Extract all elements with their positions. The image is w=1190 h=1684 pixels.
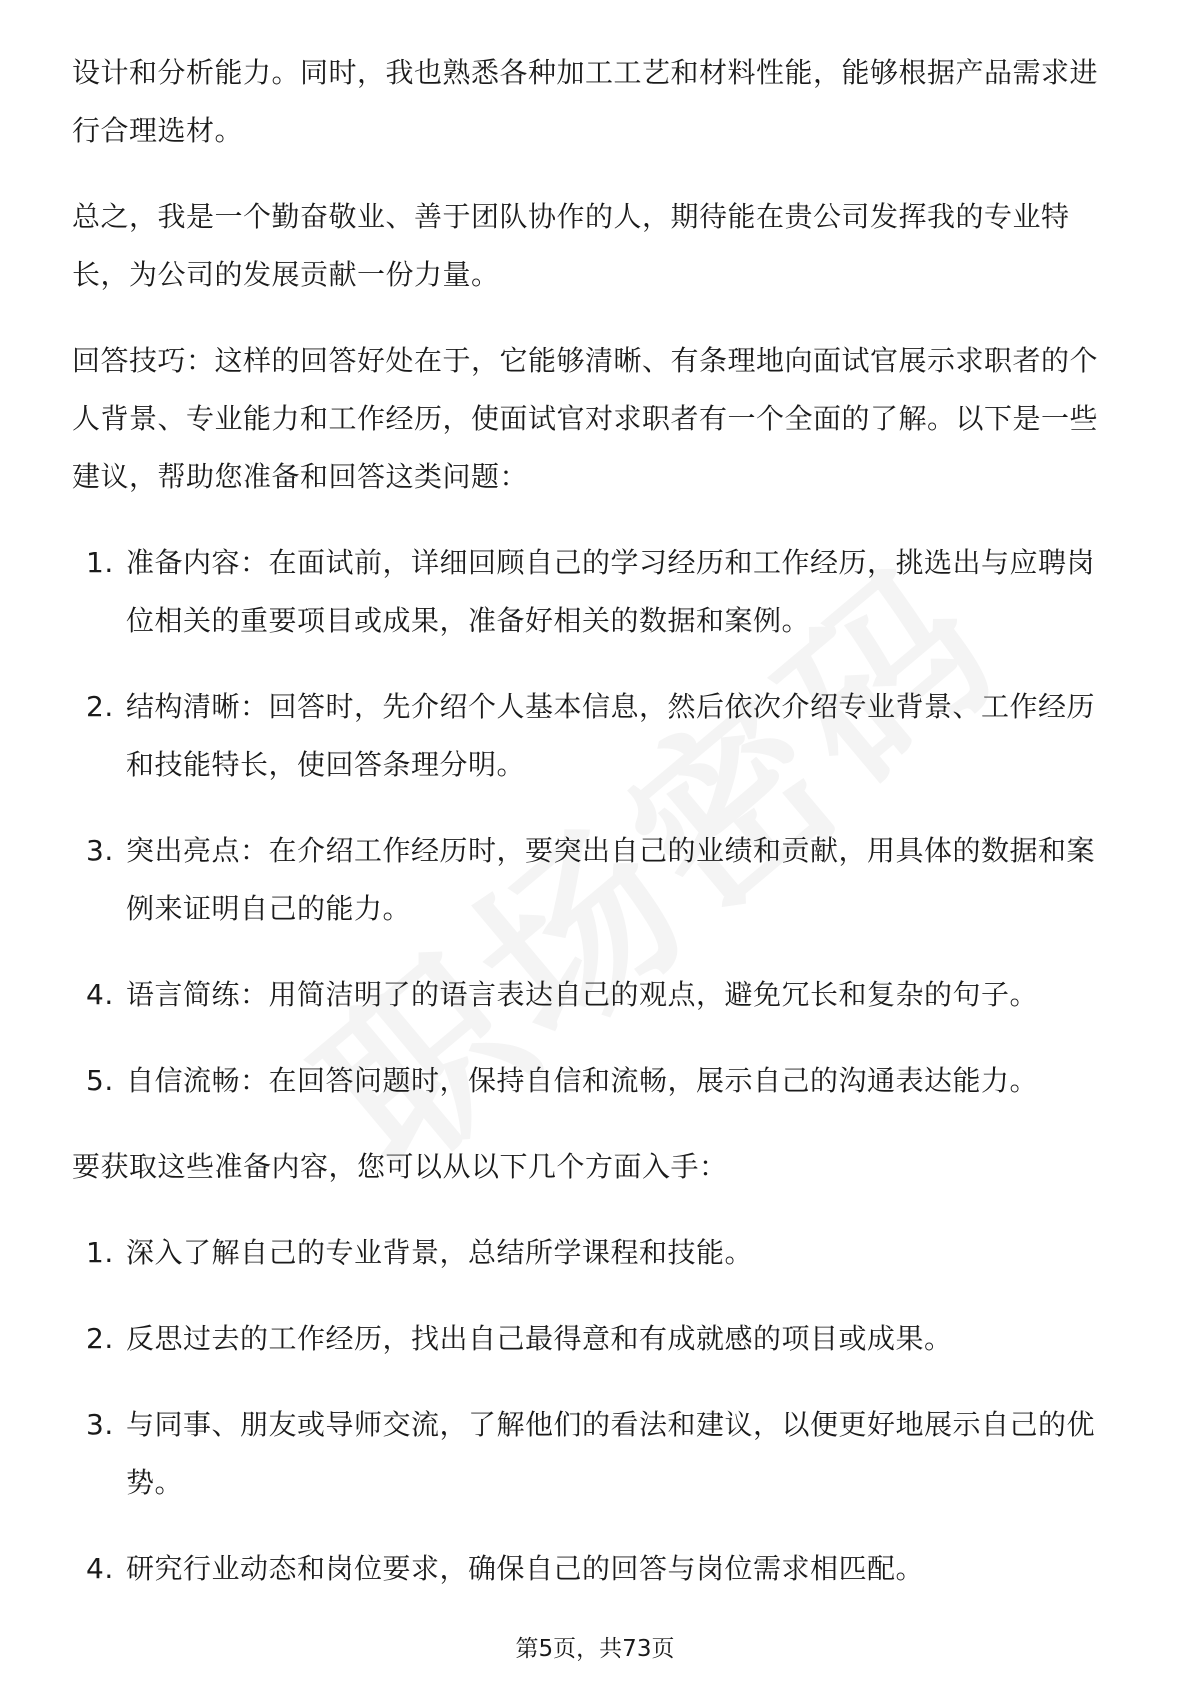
list-number: 3. — [86, 1408, 114, 1441]
list-text: 准备内容：在面试前，详细回顾自己的学习经历和工作经历，挑选出与应聘岗位相关的重要项目或成果，准备好相关的数据和案例。 — [126, 546, 1096, 637]
list-number: 2. — [86, 690, 114, 723]
list-number: 4. — [86, 978, 114, 1011]
list-item — [72, 1224, 1118, 1282]
prep-list — [72, 1224, 1118, 1598]
list-text: 反思过去的工作经历，找出自己最得意和有成就感的项目或成果。 — [126, 1322, 953, 1355]
list-number: 3. — [86, 834, 114, 867]
list-number: 2. — [86, 1322, 114, 1355]
list-text: 深入了解自己的专业背景，总结所学课程和技能。 — [126, 1236, 754, 1269]
list-item — [72, 1396, 1118, 1512]
list-text: 与同事、朋友或导师交流，了解他们的看法和建议，以便更好地展示自己的优势。 — [126, 1408, 1096, 1499]
page-content — [72, 44, 1118, 1626]
tips-list — [72, 534, 1118, 1110]
list-text: 语言简练：用简洁明了的语言表达自己的观点，避免冗长和复杂的句子。 — [126, 978, 1039, 1011]
paragraph-prep-intro: 要获取这些准备内容，您可以从以下几个方面入手： — [72, 1150, 728, 1183]
paragraph-summary: 总之，我是一个勤奋敬业、善于团队协作的人，期待能在贵公司发挥我的专业特长，为公司的发展贡献一份力量。 — [72, 200, 1070, 291]
list-item — [72, 678, 1118, 794]
paragraph-answer-tips: 回答技巧：这样的回答好处在于，它能够清晰、有条理地向面试官展示求职者的个人背景、专业能力和工作经历，使面试官对求职者有一个全面的了解。以下是一些建议，帮助您准备和回答这类问题： — [72, 344, 1099, 493]
list-item — [72, 1540, 1118, 1598]
list-number: 1. — [86, 546, 114, 579]
paragraph-skills: 设计和分析能力。同时，我也熟悉各种加工工艺和材料性能，能够根据产品需求进行合理选材。 — [72, 56, 1099, 147]
list-text: 自信流畅：在回答问题时，保持自信和流畅，展示自己的沟通表达能力。 — [126, 1064, 1039, 1097]
list-text: 研究行业动态和岗位要求，确保自己的回答与岗位需求相匹配。 — [126, 1552, 925, 1585]
page-number-footer: 第5页，共73页 — [515, 1636, 675, 1662]
list-item — [72, 534, 1118, 650]
list-text: 突出亮点：在介绍工作经历时，要突出自己的业绩和贡献，用具体的数据和案例来证明自己的能力。 — [126, 834, 1096, 925]
list-number: 4. — [86, 1552, 114, 1585]
list-item — [72, 966, 1118, 1024]
list-text: 结构清晰：回答时，先介绍个人基本信息，然后依次介绍专业背景、工作经历和技能特长，使回答条理分明。 — [126, 690, 1096, 781]
list-item — [72, 1310, 1118, 1368]
list-item — [72, 822, 1118, 938]
list-number: 5. — [86, 1064, 114, 1097]
list-number: 1. — [86, 1236, 114, 1269]
list-item — [72, 1052, 1118, 1110]
